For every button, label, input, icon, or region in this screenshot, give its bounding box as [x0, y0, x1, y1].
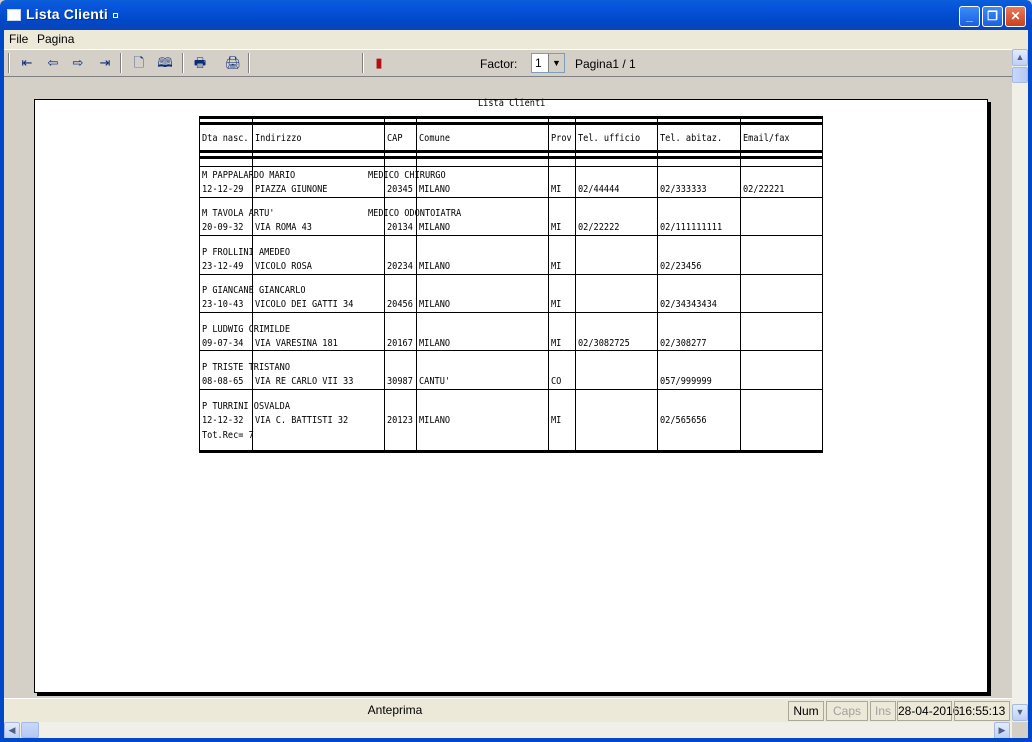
exit-door-icon[interactable]: ▮: [375, 55, 383, 70]
print-preview-area: [4, 77, 1012, 696]
col-header-tel-abitazione: Tel. abitaz.: [660, 133, 723, 144]
report-title: Lista Clienti: [478, 98, 546, 109]
client-prov: MI: [551, 222, 562, 233]
client-address: VIA C. BATTISTI 32: [255, 415, 349, 426]
col-header-comune: Comune: [419, 133, 451, 144]
print-setup-icon[interactable]: 🖨: [224, 55, 242, 70]
window-frame-bottom: [0, 738, 1032, 742]
table-bottom-rule: [199, 450, 822, 453]
client-address: VICOLO ROSA: [255, 261, 312, 272]
row-separator: [199, 350, 822, 351]
toolbar-separator: [248, 53, 250, 73]
minimize-button[interactable]: _: [959, 6, 980, 27]
client-prov: MI: [551, 338, 562, 349]
client-address: PIAZZA GIUNONE: [255, 184, 328, 195]
client-name: P GIANCANE GIANCARLO: [202, 285, 306, 296]
last-page-icon[interactable]: ⇥: [99, 55, 111, 70]
client-city: CANTU': [419, 376, 451, 387]
client-cap: 20167: [387, 338, 413, 349]
client-birth-date: 12-12-32: [202, 415, 244, 426]
row-separator: [199, 389, 822, 390]
client-name: M PAPPALARDO MARIO: [202, 170, 296, 181]
title-bar[interactable]: [0, 0, 1032, 30]
client-birth-date: 20-09-32: [202, 222, 244, 233]
page-indicator: Pagina1 / 1: [575, 57, 636, 71]
client-tel-ufficio: 02/44444: [578, 184, 620, 195]
report-page: [34, 99, 988, 693]
menu-file[interactable]: File: [9, 32, 29, 46]
client-birth-date: 23-12-49: [202, 261, 244, 272]
client-city: MILANO: [419, 184, 451, 195]
col-header-cap: CAP: [387, 133, 403, 144]
client-cap: 20134: [387, 222, 413, 233]
client-prov: MI: [551, 261, 562, 272]
toolbar-separator: [120, 53, 122, 73]
scroll-left-icon[interactable]: ◀: [4, 722, 20, 739]
client-address: VICOLO DEI GATTI 34: [255, 299, 354, 310]
status-num: Num: [788, 701, 824, 721]
client-birth-date: 23-10-43: [202, 299, 244, 310]
client-tel-ufficio: 02/3082725: [578, 338, 630, 349]
client-tel-ufficio: 02/22222: [578, 222, 620, 233]
row-separator: [199, 235, 822, 236]
status-time: 16:55:13: [954, 701, 1010, 721]
client-address: VIA RE CARLO VII 33: [255, 376, 354, 387]
header-rule: [199, 116, 822, 119]
row-separator: [199, 274, 822, 275]
single-page-icon[interactable]: 🗋: [133, 55, 145, 70]
client-tel-abitazione: 057/999999: [660, 376, 712, 387]
client-tel-abitazione: 02/308277: [660, 338, 707, 349]
scroll-up-icon[interactable]: ▲: [1012, 49, 1028, 66]
total-records: Tot.Rec= 7: [202, 430, 254, 441]
scroll-down-icon[interactable]: ▼: [1012, 704, 1028, 721]
header-rule: [199, 122, 822, 125]
client-city: MILANO: [419, 299, 451, 310]
header-rule: [199, 156, 822, 159]
horizontal-scroll-thumb[interactable]: [21, 722, 39, 738]
col-header-prov: Prov: [551, 133, 572, 144]
client-tel-abitazione: 02/111111111: [660, 222, 723, 233]
client-cap: 20456: [387, 299, 413, 310]
status-caps: Caps: [826, 701, 868, 721]
horizontal-scrollbar[interactable]: [4, 722, 1012, 738]
client-cap: 20123: [387, 415, 413, 426]
status-mode: Anteprima: [367, 703, 423, 717]
client-birth-date: 12-12-29: [202, 184, 244, 195]
row-separator: [199, 312, 822, 313]
client-cap: 20234: [387, 261, 413, 272]
client-city: MILANO: [419, 338, 451, 349]
factor-value: 1: [535, 56, 542, 70]
client-city: MILANO: [419, 415, 451, 426]
client-cap: 30987: [387, 376, 413, 387]
client-email: 02/22221: [743, 184, 785, 195]
toolbar-separator: [182, 53, 184, 73]
client-prov: MI: [551, 184, 562, 195]
client-tel-abitazione: 02/333333: [660, 184, 707, 195]
vertical-scrollbar[interactable]: [1012, 49, 1028, 722]
client-city: MILANO: [419, 261, 451, 272]
first-page-icon[interactable]: ⇤: [21, 55, 33, 70]
col-header-dta: Dta nasc.: [202, 133, 249, 144]
chevron-down-icon[interactable]: ▼: [548, 54, 564, 72]
client-prov: MI: [551, 415, 562, 426]
factor-label: Factor:: [480, 57, 518, 71]
scroll-right-icon[interactable]: ▶: [994, 722, 1010, 739]
status-date: 28-04-2016: [897, 701, 952, 721]
client-address: VIA ROMA 43: [255, 222, 312, 233]
client-birth-date: 08-08-65: [202, 376, 244, 387]
client-profession: MEDICO CHIRURGO: [368, 170, 446, 181]
client-name: P LUDWIG CRIMILDE: [202, 324, 291, 335]
client-name: P TRISTE TRISTANO: [202, 362, 291, 373]
header-rule: [199, 150, 822, 153]
window-icon: [7, 9, 21, 21]
menu-bar: [4, 30, 1028, 49]
factor-select[interactable]: [531, 53, 565, 73]
window-title: Lista Clienti: [26, 6, 118, 22]
col-header-email: Email/fax: [743, 133, 790, 144]
client-name: P TURRINI OSVALDA: [202, 401, 291, 412]
client-birth-date: 09-07-34: [202, 338, 244, 349]
status-bar: [4, 698, 1012, 722]
toolbar-separator: [362, 53, 364, 73]
client-profession: MEDICO ODONTOIATRA: [368, 208, 462, 219]
toolbar-grip: [8, 53, 10, 73]
toolbar: [4, 49, 1012, 77]
title-marker-icon: [113, 13, 118, 18]
client-prov: MI: [551, 299, 562, 310]
status-ins: Ins: [870, 701, 896, 721]
next-page-icon[interactable]: ⇨: [72, 55, 84, 70]
print-icon[interactable]: 🖶: [193, 55, 207, 70]
col-header-tel-ufficio: Tel. ufficio: [578, 133, 641, 144]
close-button[interactable]: ✕: [1005, 6, 1026, 27]
previous-page-icon[interactable]: ⇦: [47, 55, 59, 70]
two-pages-icon[interactable]: 🕮: [157, 55, 173, 70]
restore-button[interactable]: ❐: [982, 6, 1003, 27]
vertical-scroll-thumb[interactable]: [1012, 67, 1028, 83]
client-address: VIA VARESINA 181: [255, 338, 338, 349]
client-tel-abitazione: 02/565656: [660, 415, 707, 426]
menu-pagina[interactable]: Pagina: [37, 32, 75, 46]
client-name: M TAVOLA ARTU': [202, 208, 275, 219]
column-line: [822, 116, 823, 453]
row-separator: [199, 166, 822, 167]
row-separator: [199, 197, 822, 198]
client-cap: 20345: [387, 184, 413, 195]
client-name: P FROLLINI AMEDEO: [202, 247, 291, 258]
col-header-indirizzo: Indirizzo: [255, 133, 302, 144]
client-prov: CO: [551, 376, 562, 387]
window-frame-right: [1028, 30, 1032, 738]
client-tel-abitazione: 02/23456: [660, 261, 702, 272]
client-tel-abitazione: 02/34343434: [660, 299, 717, 310]
client-city: MILANO: [419, 222, 451, 233]
